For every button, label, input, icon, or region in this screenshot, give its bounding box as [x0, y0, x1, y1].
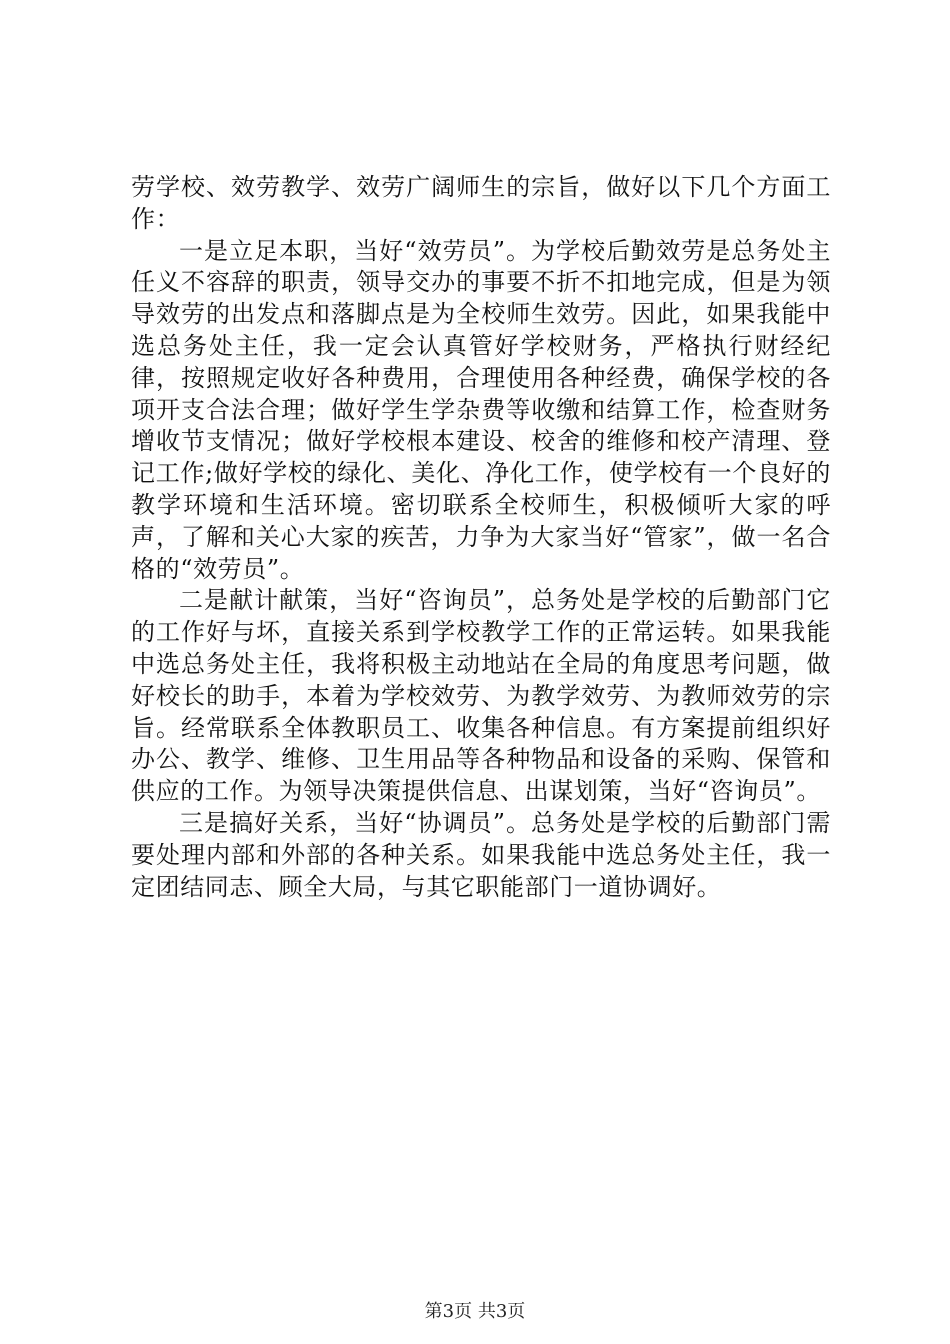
paragraph-service-role: 一是立足本职，当好“效劳员”。为学校后勤效劳是总务处主任义不容辞的职责，领导交办的事要不折不扣地完成，但是为领导效劳的出发点和落脚点是为全校师生效劳。因此，如果我能中选总务处主任，我一定会认真管好学校财务，严格执行财经纪律，按照规定收好各种费用，合理使用各种经费，确保学校的各项开支合法合理；做好学生学杂费等收缴和结算工作，检查财务增收节支情况；做好学校根本建设、校舍的维修和校产清理、登记工作;做好学校的绿化、美化、净化工作，使学校有一个良好的教学环境和生活环境。密切联系全校师生，积极倾听大家的呼声，了解和关心大家的疾苦，力争为大家当好“管家”，做一名合格的“效劳员”。 [131, 236, 831, 583]
page-number: 第3页 共3页 [424, 1301, 526, 1322]
paragraph-coordinator-role: 三是搞好关系，当好“协调员”。总务处是学校的后勤部门需要处理内部和外部的各种关系。如果我能中选总务处主任，我一定团结同志、顾全大局，与其它职能部门一道协调好。 [131, 808, 831, 901]
page-footer [0, 1300, 950, 1324]
document-body [131, 172, 831, 903]
paragraph-advisor-role: 二是献计献策，当好“咨询员”，总务处是学校的后勤部门它的工作好与坏，直接关系到学校教学工作的正常运转。如果我能中选总务处主任，我将积极主动地站在全局的角度思考问题，做好校长的助手，本着为学校效劳、为教学效劳、为教师效劳的宗旨。经常联系全体教职员工、收集各种信息。有方案提前组织好办公、教学、维修、卫生用品等各种物品和设备的采购、保管和供应的工作。为领导决策提供信息、出谋划策，当好“咨询员”。 [131, 586, 831, 806]
paragraph-continuation: 劳学校、效劳教学、效劳广阔师生的宗旨，做好以下几个方面工作： [131, 173, 831, 233]
